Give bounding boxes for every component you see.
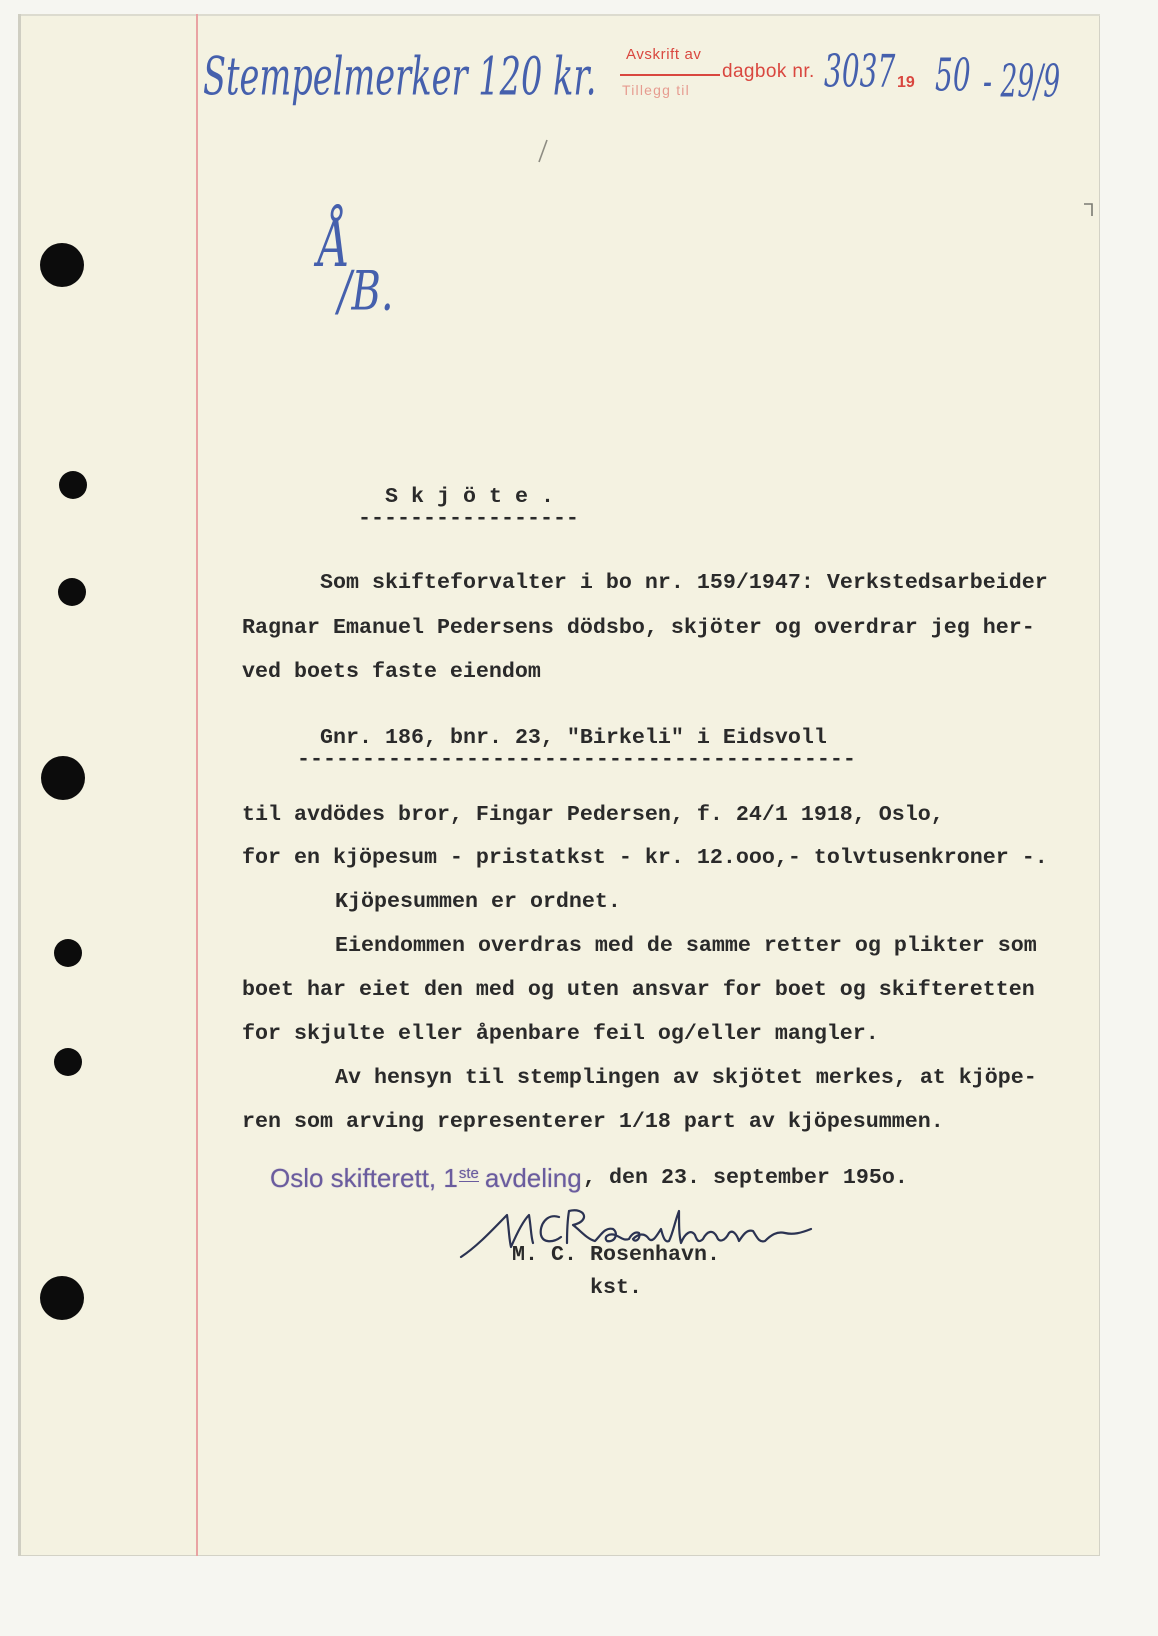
year-suffix: 50 bbox=[935, 48, 971, 102]
court-stamp-division: avdeling bbox=[484, 1163, 582, 1193]
intro-line: Som skifteforvalter i bo nr. 159/1947: Verkstedsarbeider bbox=[320, 570, 1048, 595]
date-line: , den 23. september 195o. bbox=[583, 1165, 908, 1190]
stamp-duty-note: Stempelmerker 120 kr. bbox=[203, 48, 597, 108]
annotation-mark-top: Å bbox=[318, 206, 350, 283]
journal-label: dagbok nr. bbox=[722, 61, 815, 82]
body-line: til avdödes bror, Fingar Pedersen, f. 24/1 1918, Oslo, bbox=[242, 802, 944, 827]
copy-label: Avskrift av bbox=[626, 46, 702, 63]
pencil-stroke bbox=[535, 138, 551, 164]
intro-line: Ragnar Emanuel Pedersens dödsbo, skjöter og overdrar jeg her- bbox=[242, 615, 1035, 640]
body-line: for en kjöpesum - pristatkst - kr. 12.ooo,- tolvtusenkroner -. bbox=[242, 845, 1048, 870]
signatory-name: M. C. Rosenhavn. bbox=[512, 1242, 720, 1267]
intro-line: ved boets faste eiendom bbox=[242, 659, 541, 684]
journal-number: 3037 bbox=[824, 44, 896, 98]
supplement-label: Tillegg til bbox=[622, 82, 690, 98]
body-line: ren som arving representerer 1/18 part av kjöpesummen. bbox=[242, 1109, 944, 1134]
court-stamp bbox=[270, 1163, 582, 1193]
body-line: boet har eiet den med og uten ansvar for boet og skifteretten bbox=[242, 977, 1035, 1002]
entry-date: - 29/9 bbox=[983, 54, 1061, 108]
body-line: Av hensyn til stemplingen av skjötet merkes, at kjöpe- bbox=[335, 1065, 1037, 1090]
signatory-title: kst. bbox=[590, 1275, 642, 1300]
court-stamp-ordinal: ste bbox=[458, 1165, 479, 1182]
body-line: Kjöpesummen er ordnet. bbox=[335, 889, 621, 914]
punch-hole bbox=[54, 1048, 82, 1076]
year-prefix: 19 bbox=[897, 74, 915, 91]
punch-hole bbox=[41, 756, 85, 800]
court-stamp-name: Oslo skifterett, 1 bbox=[270, 1163, 458, 1193]
deed-title: S k j ö t e . bbox=[385, 484, 554, 509]
property-underline: ------------------------------------------- bbox=[297, 747, 856, 772]
punch-hole bbox=[40, 1276, 84, 1320]
red-margin-line bbox=[196, 14, 198, 1556]
punch-hole bbox=[40, 243, 84, 287]
corner-mark bbox=[1082, 200, 1096, 222]
annotation-mark-bottom: /B. bbox=[338, 260, 394, 324]
title-underline: ----------------- bbox=[358, 506, 579, 531]
punch-hole bbox=[59, 471, 87, 499]
punch-hole bbox=[58, 578, 86, 606]
punch-hole bbox=[54, 939, 82, 967]
property-designation: Gnr. 186, bnr. 23, "Birkeli" i Eidsvoll bbox=[320, 725, 827, 750]
paper-sheet bbox=[18, 14, 1100, 1556]
body-line: for skjulte eller åpenbare feil og/eller mangler. bbox=[242, 1021, 879, 1046]
body-line: Eiendommen overdras med de samme retter og plikter som bbox=[335, 933, 1037, 958]
strike-rule bbox=[620, 74, 720, 76]
